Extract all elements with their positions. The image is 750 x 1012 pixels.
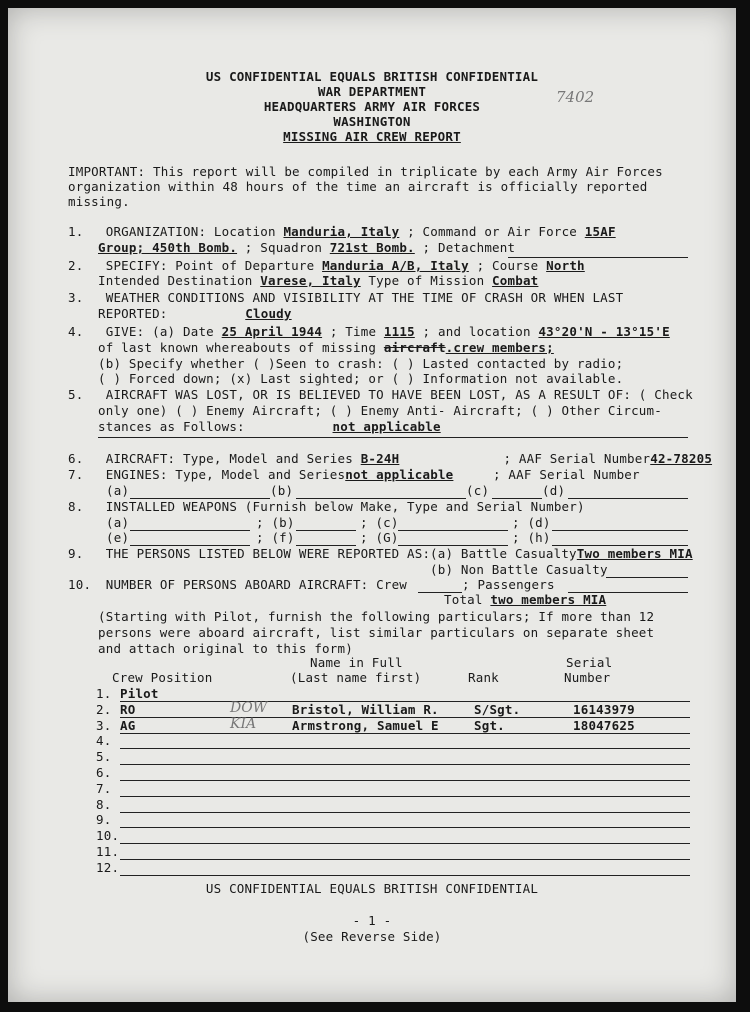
crew-position: Pilot: [120, 686, 159, 701]
section-5-line-3: [98, 420, 441, 434]
crew-row-number: 9.: [96, 812, 112, 827]
header-line-3: HEADQUARTERS ARMY AIR FORCES: [263, 99, 481, 114]
section-6-line: [68, 452, 712, 466]
crew-row-line: [120, 764, 690, 765]
section-number: 5.: [68, 387, 84, 402]
section-9-nonbattle: (b) Non Battle Casualty: [430, 562, 608, 577]
important-line-1: IMPORTANT: This report will be compiled in triplicate by each Army Air Forces: [68, 164, 663, 179]
field-follows: not applicable: [332, 419, 441, 434]
report-title: MISSING AIR CREW REPORT: [283, 129, 461, 144]
crew-name: Armstrong, Samuel E: [292, 718, 439, 733]
label-total: Total: [444, 592, 483, 607]
crew-row-number: 7.: [96, 781, 112, 796]
header-line-4: WASHINGTON: [333, 114, 411, 129]
col-header-serial-1: Serial: [566, 655, 613, 670]
field-destination: Varese, Italy: [260, 273, 361, 288]
label-mission-type: Type of Mission: [368, 273, 485, 288]
section-number: 2.: [68, 258, 84, 273]
section-10-note-2: persons were aboard aircraft, list similar particulars on separate sheet: [98, 625, 655, 640]
weapon-b-blank: [296, 530, 356, 531]
section-number: 3.: [68, 290, 84, 305]
handwritten-status-mark: DOW: [230, 700, 268, 716]
label-reported: REPORTED:: [98, 306, 168, 321]
col-header-name-2: (Last name first): [290, 670, 422, 685]
crew-row-number: 3.: [96, 718, 112, 733]
important-line-2: organization within 48 hours of the time an aircraft is officially reported: [68, 179, 648, 194]
field-command: 15AF: [584, 224, 616, 239]
section-4-line-1: [68, 325, 670, 339]
field-total: two members MIA: [490, 592, 607, 607]
label-location: ORGANIZATION: Location: [105, 224, 276, 239]
section-number: 8.: [68, 499, 84, 514]
engine-d-label: (d): [542, 483, 566, 498]
section-1-line-2: [98, 241, 515, 255]
crew-row-line: [120, 780, 690, 781]
weapon-d-label: ; (d): [512, 515, 551, 530]
crew-row-line: [120, 875, 690, 876]
field-battle-casualty: Two members MIA: [576, 546, 693, 561]
crew-row-line: [120, 796, 690, 797]
label-time: ; Time: [329, 324, 377, 339]
crew-rank: Sgt.: [474, 718, 505, 733]
section-9-battle: [430, 547, 693, 561]
weapon-e-label: (e): [106, 530, 130, 545]
label-detachment: ; Detachment: [422, 240, 516, 255]
report-page: [8, 8, 736, 1002]
crew-row-line: [120, 843, 690, 844]
label-battle-casualty: (a) Battle Casualty: [430, 546, 577, 561]
struck-text: aircraft: [383, 340, 446, 355]
label-crew: NUMBER OF PERSONS ABOARD AIRCRAFT: Crew: [105, 577, 408, 592]
weapon-a-blank: [130, 530, 250, 531]
see-reverse-note: (See Reverse Side): [302, 929, 442, 944]
section-2-line-1: [68, 259, 585, 273]
section-8-line-1: [68, 500, 585, 514]
label-squadron: ; Squadron: [244, 240, 323, 255]
label-follows: stances as Follows:: [98, 419, 245, 434]
engine-c-label: (c): [466, 483, 490, 498]
crew-row-number: 6.: [96, 765, 112, 780]
label-loss-cause: AIRCRAFT WAS LOST, OR IS BELIEVED TO HAVE BEEN LOST, AS A RESULT OF: ( Check: [105, 387, 693, 402]
section-10-total: [444, 593, 606, 607]
label-aaf-serial: ; AAF Serial Number: [503, 451, 651, 466]
col-header-serial-2: Number: [564, 670, 611, 685]
field-location: Manduria, Italy: [283, 224, 400, 239]
label-command: ; Command or Air Force: [407, 224, 578, 239]
label-location: ; and location: [422, 324, 531, 339]
follows-extra-line: [98, 437, 688, 438]
engine-d-blank: [568, 498, 688, 499]
weapon-g-label: ; (G): [360, 530, 399, 545]
handwritten-status-mark: KIA: [230, 716, 257, 732]
section-3-line-2: [98, 307, 292, 321]
weapon-d-blank: [552, 530, 688, 531]
label-passengers: ; Passengers: [462, 577, 555, 592]
label-departure: SPECIFY: Point of Departure: [105, 258, 315, 273]
non-battle-blank: [606, 577, 688, 578]
section-10-note-1: (Starting with Pilot, furnish the following particulars; If more than 12: [98, 609, 655, 624]
field-time: 1115: [383, 324, 415, 339]
col-header-rank: Rank: [468, 670, 499, 685]
field-weather: Cloudy: [245, 306, 292, 321]
label-course: ; Course: [476, 258, 539, 273]
section-number: 6.: [68, 451, 84, 466]
label-weather: WEATHER CONDITIONS AND VISIBILITY AT THE TIME OF CRASH OR WHEN LAST: [105, 290, 624, 305]
header-line-2: WAR DEPARTMENT: [317, 84, 427, 99]
label-engines: ENGINES: Type, Model and Series: [105, 467, 346, 482]
section-10-note-3: and attach original to this form): [98, 641, 353, 656]
crew-row-line: [120, 748, 690, 749]
crew-row-line: [120, 827, 690, 828]
crew-row-line: [120, 812, 690, 813]
section-4-line-3: (b) Specify whether ( )Seen to crash: ( ) Lasted contacted by radio;: [98, 356, 624, 371]
crew-serial: 18047625: [573, 718, 635, 733]
crew-row-number: 10.: [96, 828, 120, 843]
engine-a-label: (a): [106, 483, 130, 498]
weapon-f-label: ; (f): [256, 530, 295, 545]
crew-row-number: 5.: [96, 749, 112, 764]
col-header-name-1: Name in Full: [310, 655, 403, 670]
label-aircraft: AIRCRAFT: Type, Model and Series: [105, 451, 353, 466]
handwritten-file-number: 7402: [556, 88, 595, 106]
section-4-line-4: ( ) Forced down; (x) Last sighted; or ( ) Information not available.: [98, 371, 624, 386]
weapon-a-label: (a): [106, 515, 130, 530]
section-7-line-1: [68, 468, 640, 482]
field-aircraft-type: B-24H: [360, 451, 400, 466]
label-date: GIVE: (a) Date: [105, 324, 214, 339]
label-weapons: INSTALLED WEAPONS (Furnish below Make, Type and Serial Number): [105, 499, 585, 514]
crew-position: AG: [120, 718, 136, 733]
section-4-line-2: [98, 341, 554, 355]
crew-position: RO: [120, 702, 136, 717]
section-5-line-1: [68, 388, 693, 402]
field-engine-type: not applicable: [345, 467, 454, 482]
field-date: 25 April 1944: [221, 324, 323, 339]
crew-name: Bristol, William R.: [292, 702, 439, 717]
crew-row-number: 2.: [96, 702, 112, 717]
field-aircraft-serial: 42-78205: [650, 451, 713, 466]
crew-row-number: 11.: [96, 844, 120, 859]
label-reported-as: THE PERSONS LISTED BELOW WERE REPORTED AS:: [105, 546, 431, 561]
weapon-c-blank: [398, 530, 508, 531]
crew-row-number: 4.: [96, 733, 112, 748]
crew-row-number: 12.: [96, 860, 120, 875]
section-number: 1.: [68, 224, 84, 239]
col-header-position: Crew Position: [112, 670, 213, 685]
field-whereabouts: .crew members;: [445, 340, 554, 355]
page-number: - 1 -: [352, 913, 392, 928]
field-squadron: 721st Bomb.: [329, 240, 415, 255]
section-number: 9.: [68, 546, 84, 561]
field-group: Group; 450th Bomb.: [98, 240, 238, 255]
crew-serial: 16143979: [573, 702, 635, 717]
important-line-3: missing.: [68, 194, 130, 209]
section-number: 10.: [68, 577, 92, 592]
label-whereabouts: of last known whereabouts of missing: [98, 340, 377, 355]
crew-rank: S/Sgt.: [474, 702, 521, 717]
crew-row-line: [120, 733, 690, 734]
crew-row-number: 1.: [96, 686, 112, 701]
section-3-line-1: [68, 291, 623, 305]
section-2-line-2: [98, 274, 538, 288]
field-departure: Manduria A/B, Italy: [322, 258, 469, 273]
weapon-h-label: ; (h): [512, 530, 551, 545]
weapon-c-label: ; (c): [360, 515, 399, 530]
section-1-line-1: [68, 225, 616, 239]
section-5-line-2: only one) ( ) Enemy Aircraft; ( ) Enemy Anti- Aircraft; ( ) Other Circum-: [98, 403, 662, 418]
footer-classification: US CONFIDENTIAL EQUALS BRITISH CONFIDENTIAL: [205, 881, 539, 896]
field-mission-type: Combat: [492, 273, 539, 288]
crew-row-line: [120, 859, 690, 860]
field-coordinates: 43°20'N - 13°15'E: [538, 324, 670, 339]
label-engine-serial: ; AAF Serial Number: [492, 467, 640, 482]
label-destination: Intended Destination: [98, 273, 253, 288]
engine-b-label: (b): [270, 483, 294, 498]
section-10-line-1: [68, 578, 407, 592]
section-9-line-1: [68, 547, 430, 561]
section-number: 4.: [68, 324, 84, 339]
crew-row-number: 8.: [96, 797, 112, 812]
field-course: North: [546, 258, 585, 273]
section-number: 7.: [68, 467, 84, 482]
header-line-1: US CONFIDENTIAL EQUALS BRITISH CONFIDENTIAL: [205, 69, 539, 84]
weapon-b-label: ; (b): [256, 515, 295, 530]
